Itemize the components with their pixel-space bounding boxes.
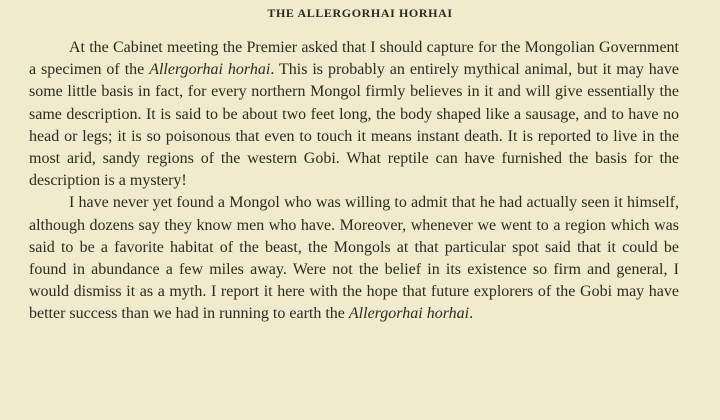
creature-name-italic: Allergorhai horhai: [149, 61, 271, 79]
paragraph-2: [29, 192, 679, 325]
paragraph-2-text-b: .: [469, 305, 474, 323]
paragraph-1-text-b: . This is probably an entirely mythical animal, but it may have some little basis in fact, for every northern Mongol firmly believes in it and will give essentially the same description. It is said to be about two feet long, the body shaped like a sausage, and to have no head or legs; it is so poisonous that even to touch it means instant death. It is reported to live in the most arid, sandy regions of the western Gobi. What reptile can have furnished the basis for the description is a mystery!: [29, 61, 680, 190]
page-heading: THE ALLERGORHAI HORHAI: [267, 6, 453, 20]
paragraph-1: [29, 37, 679, 192]
creature-name-italic: Allergorhai horhai: [348, 305, 470, 323]
paragraph-1-text-a: At the Cabinet meeting the Premier asked that I should capture for the Mongolian Government a specimen of the: [29, 39, 679, 79]
body-text: [29, 37, 679, 326]
paragraph-2-text-a: I have never yet found a Mongol who was willing to admit that he had actually seen it himself, although dozens say they know men who have. Moreover, whenever we went to a region which was said to be a favorite habitat of the beast, the Mongols at that particular spot said that it could be found in abundance a few miles away. Were not the belief in its existence so firm and general, I would dismiss it as a myth. I report it here with the hope that future explorers of the Gobi may have better success than we had in running to earth the: [29, 194, 679, 323]
